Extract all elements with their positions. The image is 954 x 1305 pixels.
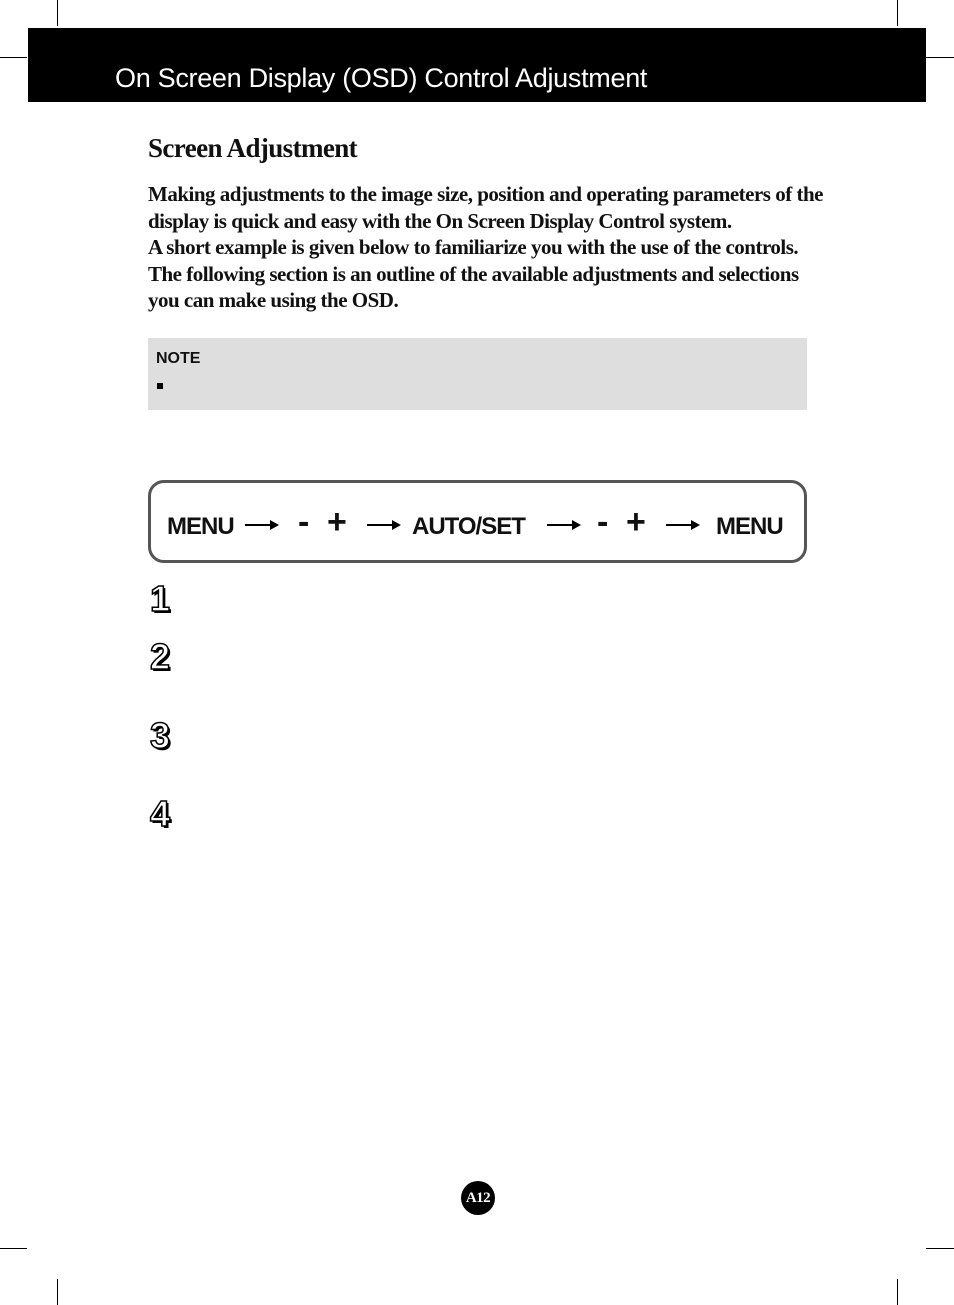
step-number: 3 bbox=[150, 715, 171, 756]
arrow-right-icon bbox=[666, 524, 698, 526]
step-number: 2 bbox=[150, 636, 171, 677]
arrow-right-icon bbox=[547, 524, 579, 526]
crop-mark bbox=[926, 57, 954, 58]
crop-mark bbox=[897, 0, 898, 26]
sequence-auto-set-button: AUTO/SET bbox=[412, 513, 525, 540]
step-number: 4 bbox=[150, 793, 171, 834]
crop-mark bbox=[897, 1279, 898, 1305]
step-number: 1 bbox=[150, 578, 171, 619]
note-label: NOTE bbox=[156, 350, 201, 367]
sequence-minus-button: - bbox=[597, 503, 608, 541]
page-number-badge: A12 bbox=[461, 1181, 495, 1215]
arrow-right-icon bbox=[245, 524, 277, 526]
control-sequence-diagram bbox=[148, 480, 807, 563]
sequence-menu-button: MENU bbox=[167, 513, 234, 540]
intro-paragraph: A short example is given below to familiarize you with the use of the controls. The following section is an outline of the available adjustments and selections you can make using the OSD. bbox=[148, 235, 799, 312]
crop-mark bbox=[0, 57, 27, 58]
sequence-minus-button: - bbox=[298, 503, 309, 541]
sequence-plus-button: + bbox=[327, 503, 346, 541]
intro-text bbox=[148, 181, 828, 314]
crop-mark bbox=[57, 1279, 58, 1305]
sequence-plus-button: + bbox=[626, 503, 645, 541]
arrow-right-icon bbox=[367, 524, 399, 526]
note-bullet-icon bbox=[157, 383, 163, 389]
crop-mark bbox=[57, 0, 58, 26]
section-title: Screen Adjustment bbox=[148, 133, 358, 163]
intro-paragraph: Making adjustments to the image size, position and operating parameters of the display is quick and easy with the On Screen Display Control system. bbox=[148, 182, 823, 233]
page-header-title: On Screen Display (OSD) Control Adjustment bbox=[115, 63, 648, 93]
note-box bbox=[148, 338, 807, 410]
crop-mark bbox=[926, 1248, 954, 1249]
sequence-menu-button: MENU bbox=[716, 513, 783, 540]
crop-mark bbox=[0, 1248, 27, 1249]
